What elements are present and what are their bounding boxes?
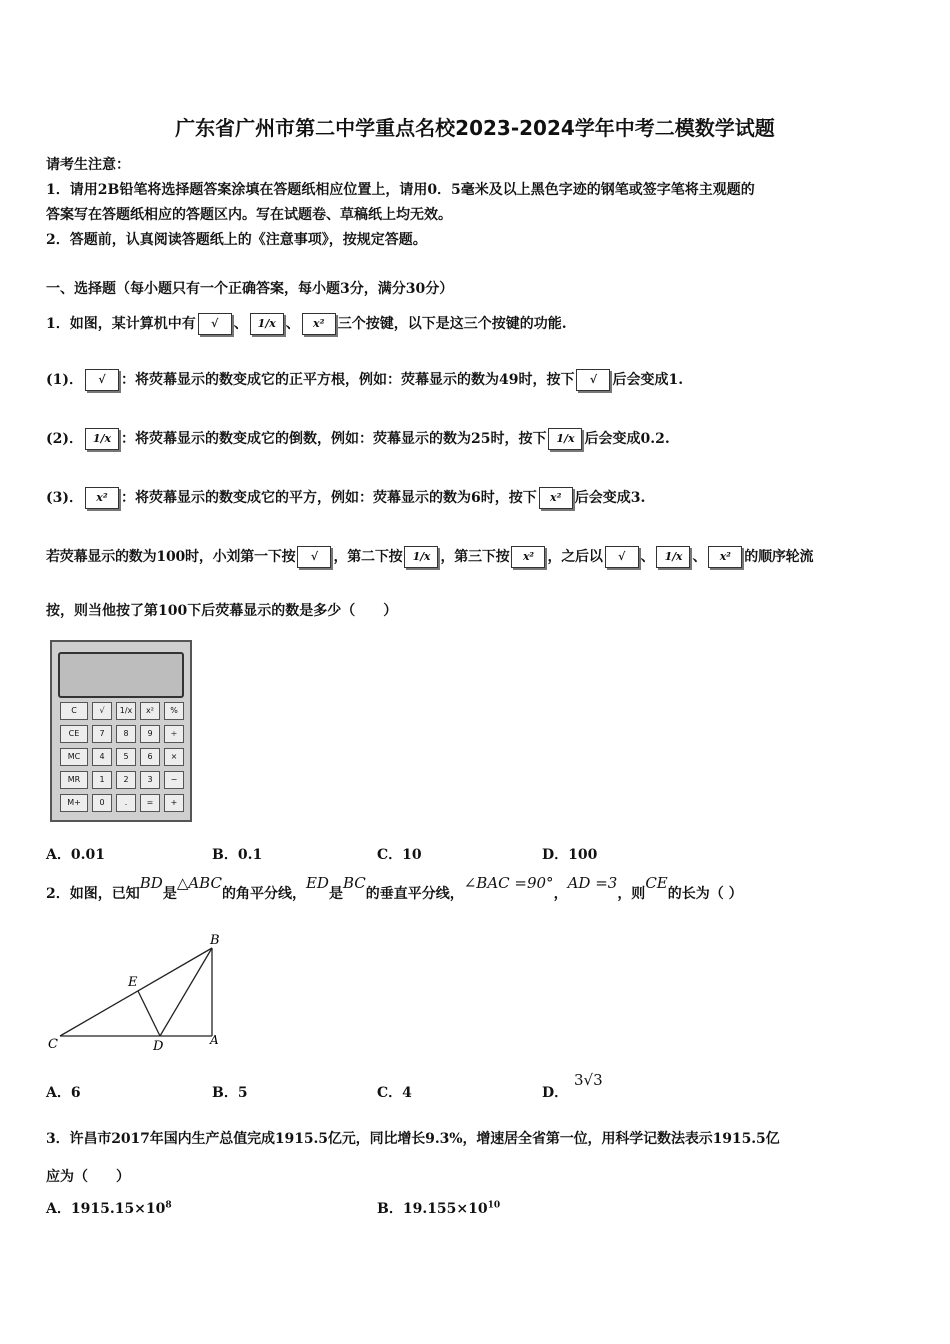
- q2-math-angle: ∠BAC =90°: [463, 874, 554, 892]
- sqrt-key-icon: √: [297, 546, 331, 568]
- q3-stem-line-2: 应为（ ）: [46, 1169, 130, 1185]
- q2-text: 2．如图，已知: [46, 886, 140, 902]
- calculator-key: +: [164, 794, 184, 812]
- calculator-key: %: [164, 702, 184, 720]
- sequence-text: ，之后以: [547, 549, 603, 565]
- q1-option-b: B．0.1: [212, 847, 263, 863]
- calculator-key: −: [164, 771, 184, 789]
- calculator-key: 6: [140, 748, 160, 766]
- reciprocal-key-icon: 1/x: [404, 546, 438, 568]
- rule-text: 后会变成0.2.: [584, 431, 670, 447]
- rule-text: ：将荧幕显示的数变成它的正平方根，例如：荧幕显示的数为49时，按下: [121, 372, 575, 388]
- calculator-key: 8: [116, 725, 136, 743]
- rule-text: 后会变成1.: [612, 372, 684, 388]
- reciprocal-key-icon: 1/x: [656, 546, 690, 568]
- q1-option-c: C．10: [377, 847, 422, 863]
- q2-text: 是: [328, 886, 343, 902]
- q2-option-a: A．6: [46, 1085, 81, 1101]
- q2-text: ，: [553, 886, 568, 902]
- reciprocal-key-icon: 1/x: [548, 428, 582, 450]
- segment-bd: [160, 948, 212, 1036]
- q2-math-ad: AD =3: [567, 874, 618, 892]
- q2-option-c: C．4: [377, 1085, 412, 1101]
- calculator-key: ÷: [164, 725, 184, 743]
- calculator-key: 2: [116, 771, 136, 789]
- reciprocal-key-icon: 1/x: [85, 428, 119, 450]
- q2-option-d-math: 3√3: [574, 1071, 603, 1089]
- calculator-key: x²: [140, 702, 160, 720]
- sqrt-key-icon: √: [605, 546, 639, 568]
- calculator-key: ×: [164, 748, 184, 766]
- q2-text: ，则: [617, 886, 646, 902]
- calculator-key: √: [92, 702, 112, 720]
- q1-rule-1: [46, 369, 683, 391]
- notice-heading: 请考生注意：: [46, 157, 130, 173]
- q1-rule-2: [46, 428, 670, 450]
- rule-number: (3)．: [46, 490, 83, 506]
- square-key-icon: x²: [85, 487, 119, 509]
- rule-text: 后会变成3.: [574, 490, 646, 506]
- q2-stem: [46, 874, 743, 903]
- q1-option-d: D．100: [542, 847, 598, 863]
- q1-intro: [46, 313, 567, 335]
- label-a: A: [210, 1033, 219, 1047]
- q2-math-ed: ED: [305, 874, 329, 892]
- separator: 、: [285, 316, 300, 332]
- q3-stem-line-1: 3．许昌市2017年国内生产总值完成1915.5亿元，同比增长9.3%，增速居全省第一位，用科学记数法表示1915.5亿: [46, 1131, 780, 1147]
- sequence-text: 的顺序轮流: [744, 549, 814, 565]
- q2-math-bd: BD: [139, 874, 163, 892]
- q2-math-ce: CE: [645, 874, 668, 892]
- q1-intro-text: 三个按键，以下是这三个按键的功能.: [337, 316, 567, 332]
- rule-text: ：将荧幕显示的数变成它的倒数，例如：荧幕显示的数为25时，按下: [121, 431, 547, 447]
- reciprocal-key-icon: 1/x: [250, 313, 284, 335]
- calculator-key: MR: [60, 771, 88, 789]
- q1-question: 按，则当他按了第100下后荧幕显示的数是多少（ ）: [46, 603, 398, 619]
- sqrt-key-icon: √: [198, 313, 232, 335]
- rule-number: (1)．: [46, 372, 83, 388]
- q2-text: 的垂直平分线，: [365, 886, 464, 902]
- label-d: D: [153, 1039, 164, 1054]
- rule-text: ：将荧幕显示的数变成它的平方，例如：荧幕显示的数为6时，按下: [121, 490, 537, 506]
- separator: 、: [233, 316, 248, 332]
- page-title: 广东省广州市第二中学重点名校2023-2024学年中考二模数学试题: [175, 116, 775, 140]
- label-e: E: [128, 975, 138, 990]
- side-cb: [60, 948, 212, 1036]
- q3-option-a: [46, 1198, 172, 1218]
- square-key-icon: x²: [708, 546, 742, 568]
- separator: 、: [640, 549, 655, 565]
- notice-line-2: 2．答题前，认真阅读答题纸上的《注意事项》，按规定答题。: [46, 232, 427, 248]
- calculator-key: 4: [92, 748, 112, 766]
- calculator-screen: [58, 652, 184, 698]
- section-heading: 一、选择题（每小题只有一个正确答案，每小题3分，满分30分）: [46, 281, 454, 297]
- sqrt-key-icon: √: [576, 369, 610, 391]
- option-exponent: 8: [165, 1200, 172, 1211]
- calculator-key: 1: [92, 771, 112, 789]
- calculator-key: CE: [60, 725, 88, 743]
- q1-intro-text: 1．如图，某计算机中有: [46, 316, 196, 332]
- option-text: B．19.155×10: [377, 1201, 488, 1217]
- segment-ed: [138, 991, 160, 1036]
- triangle-figure: [40, 928, 240, 1058]
- sequence-text: ，第二下按: [333, 549, 403, 565]
- q2-math-bc: BC: [342, 874, 366, 892]
- notice-line-1a: 1．请用2B铅笔将选择题答案涂填在答题纸相应位置上，请用0．5毫米及以上黑色字迹的钢笔或签字笔将主观题的: [46, 182, 755, 198]
- notice-line-1b: 答案写在答题纸相应的答题区内。写在试题卷、草稿纸上均无效。: [46, 207, 452, 223]
- calculator-key: 7: [92, 725, 112, 743]
- option-text: A．1915.15×10: [46, 1201, 166, 1217]
- calculator-key: 0: [92, 794, 112, 812]
- q2-text: 的长为（ ）: [667, 886, 743, 902]
- q3-option-b: [377, 1198, 500, 1218]
- square-key-icon: x²: [511, 546, 545, 568]
- q2-text: 的角平分线，: [221, 886, 306, 902]
- calculator-key: .: [116, 794, 136, 812]
- q2-math-abc: △ABC: [176, 874, 222, 892]
- label-b: B: [210, 933, 220, 948]
- square-key-icon: x²: [539, 487, 573, 509]
- sequence-text: 若荧幕显示的数为100时，小刘第一下按: [46, 549, 296, 565]
- calculator-key: 5: [116, 748, 136, 766]
- calculator-key: =: [140, 794, 160, 812]
- option-exponent: 10: [487, 1200, 501, 1211]
- calculator-key: C: [60, 702, 88, 720]
- square-key-icon: x²: [302, 313, 336, 335]
- rule-number: (2)．: [46, 431, 83, 447]
- calculator-key: 1/x: [116, 702, 136, 720]
- q1-rule-3: [46, 487, 645, 509]
- q1-option-a: A．0.01: [46, 847, 105, 863]
- label-c: C: [48, 1037, 58, 1052]
- calculator-illustration: [50, 640, 192, 822]
- sqrt-key-icon: √: [85, 369, 119, 391]
- calculator-key: MC: [60, 748, 88, 766]
- q2-option-b: B．5: [212, 1085, 248, 1101]
- q2-text: 是: [162, 886, 177, 902]
- q2-option-d: D．: [542, 1085, 569, 1101]
- q1-sequence: [46, 546, 813, 568]
- sequence-text: ，第三下按: [440, 549, 510, 565]
- separator: 、: [692, 549, 707, 565]
- calculator-key: 9: [140, 725, 160, 743]
- calculator-key: 3: [140, 771, 160, 789]
- calculator-key: M+: [60, 794, 88, 812]
